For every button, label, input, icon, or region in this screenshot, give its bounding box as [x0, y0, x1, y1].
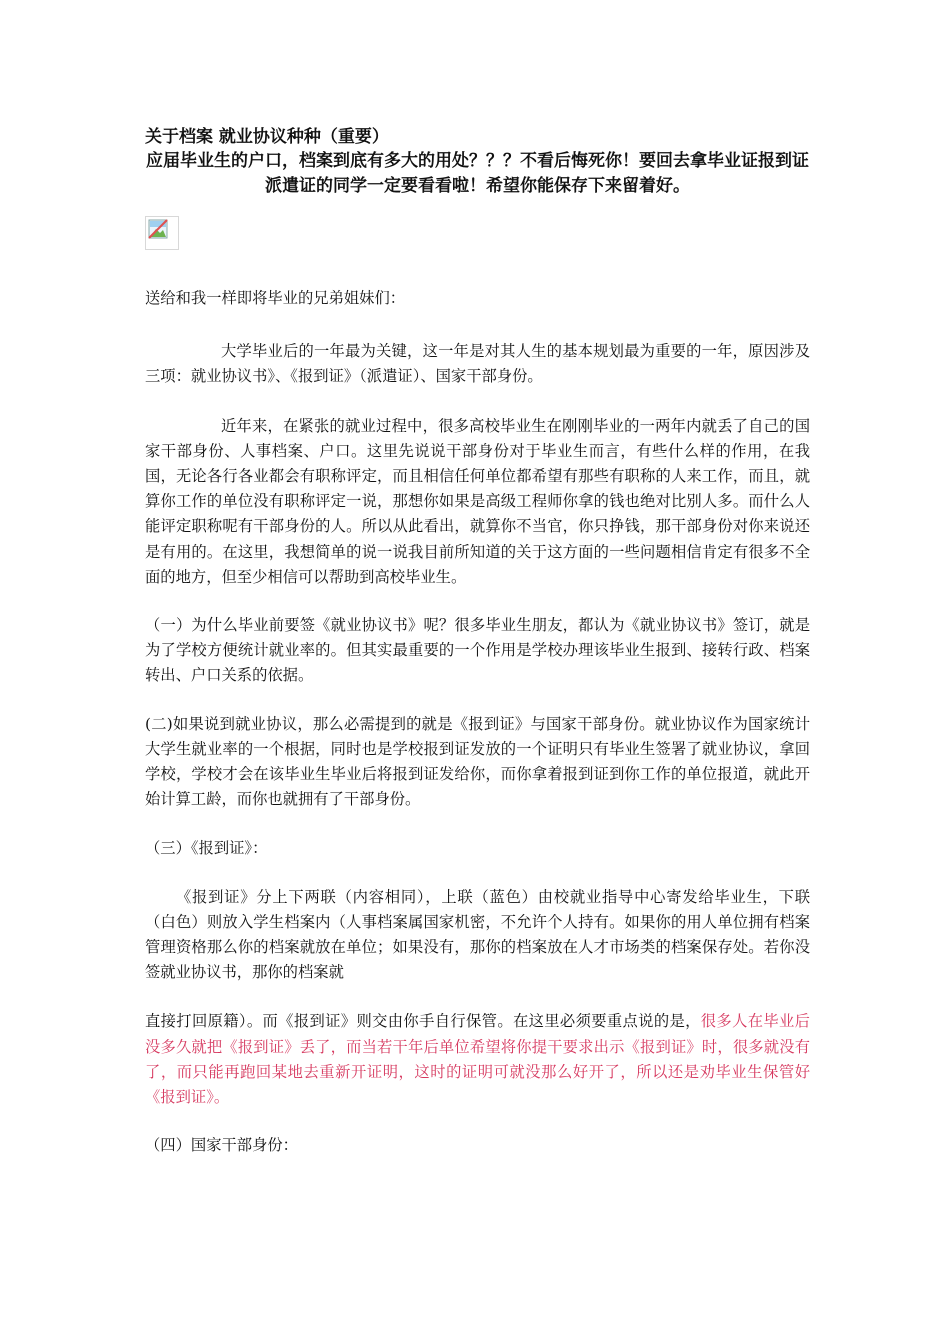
image-placeholder-glyph — [148, 219, 176, 247]
broken-image-icon — [145, 216, 179, 250]
paragraph-2: 近年来，在紧张的就业过程中，很多高校毕业生在刚刚毕业的一两年内就丢了自己的国家干部身份、人事档案、户口。这里先说说干部身份对于毕业生而言，有些什么样的作用，在我国，无论各行各业都会有职称评定，而且相信任何单位都希望有那些有职称的人来工作，而且，就算你工作的单位没有职称评定一说，那想你如果是高级工程师你拿的钱也绝对比别人多。而什么人能评定职称呢有干部身份的人。所以从此看出，就算你不当官，你只挣钱，那干部身份对你来说还是有用的。在这里，我想简单的说一说我目前所知道的关于这方面的一些问题相信肯定有很多不全面的地方，但至少相信可以帮助到高校毕业生。 — [145, 416, 810, 586]
document-page — [145, 125, 810, 1158]
paragraph-1: 大学毕业后的一年最为关键，这一年是对其人生的基本规划最为重要的一年，原因涉及三项：就业协议书》、《报到证》（派遣证）、国家干部身份。 — [145, 342, 810, 386]
section-heading-4: （四）国家干部身份： — [145, 1136, 298, 1155]
paragraph-4: (二)如果说到就业协议，那么必需提到的就是《报到证》与国家干部身份。就业协议作为国家统计大学生就业率的一个根据，同时也是学校报到证发放的一个证明只有毕业生签署了就业协议，拿回学校，学校才会在该毕业生毕业后将报到证发给你，而你拿着报到证到你工作的单位报道，就此开始计算工龄，而你也就拥有了干部身份。 — [145, 714, 810, 809]
paragraph-3: （一）为什么毕业前要签《就业协议书》呢？很多毕业生朋友，都认为《就业协议书》签订，就是为了学校方便统计就业率的。但其实最重要的一个作用是学校办理该毕业生报到、接转行政、档案转出、户口关系的依据。 — [145, 616, 810, 685]
section-heading-3: （三）《报到证》： — [145, 839, 268, 858]
highlighted-warning-text: 很多人在毕业后没多久就把《报到证》丢了，而当若干年后单位希望将你提干要求出示《报到证》时，很多就没有了，而只能再跑回某地去重新开证明，这时的证明可就没那么好开了，所以还是劝毕业生保管好《报到证》。 — [145, 1012, 810, 1107]
doc-subtitle: 应届毕业生的户口，档案到底有多大的用处？？？不看后悔死你！要回去拿毕业证报到证派遣证的同学一定要看看啦！希望你能保存下来留着好。 — [146, 151, 809, 196]
doc-title: 关于档案 就业协议种种（重要） — [145, 127, 389, 147]
paragraph-6 — [145, 1009, 810, 1110]
paragraph-5: 《报到证》分上下两联（内容相同），上联（蓝色）由校就业指导中心寄发给毕业生，下联（白色）则放入学生档案内（人事档案属国家机密，不允许个人持有。如果你的用人单位拥有档案管理资格那么你的档案就放在单位；如果没有，那你的档案放在人才市场类的档案保存处。若你没签就业协议书，那你的档案就 — [145, 887, 810, 982]
greeting: 送给和我一样即将毕业的兄弟姐妹们： — [145, 289, 406, 307]
paragraph-6-text: 直接打回原籍）。而《报到证》则交由你手自行保管。在这里必须要重点说的是， — [145, 1012, 701, 1031]
